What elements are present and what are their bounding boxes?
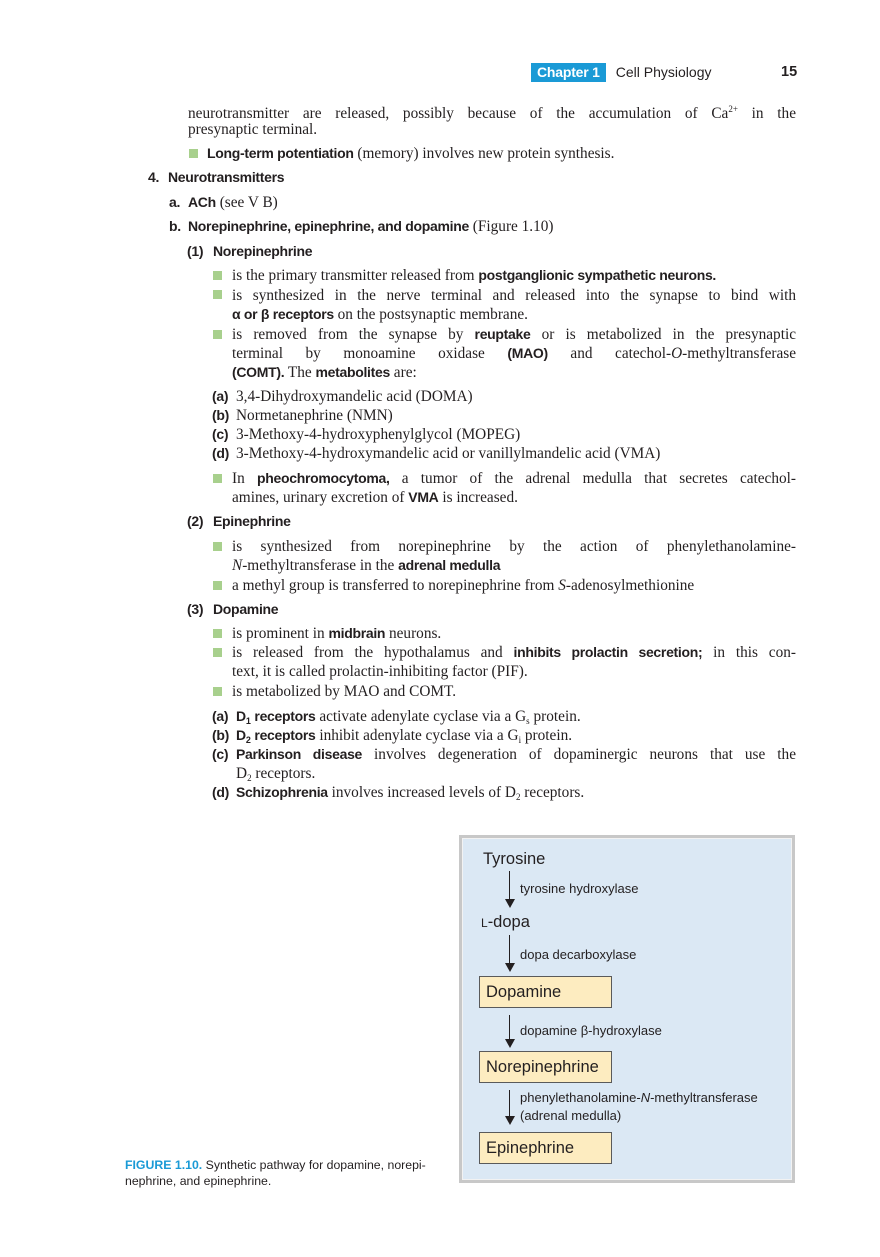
chapter-badge: Chapter 1	[531, 63, 606, 82]
bullet-icon	[213, 629, 222, 638]
bullet-icon	[213, 290, 222, 299]
figure-synthetic-pathway	[459, 835, 795, 1183]
ne-bullet-1: is the primary transmitter released from postganglionic sympathetic neurons.	[232, 267, 717, 284]
subitem-marker: (2)	[187, 513, 204, 529]
metabolite-item: 3-Methoxy-4-hydroxyphenylglycol (MOPEG)	[236, 426, 521, 443]
pheo-line-1: In pheochromocytoma, a tumor of the adrenal medulla that secretes catechol-	[232, 470, 796, 487]
compound-epinephrine-box: Epinephrine	[479, 1132, 612, 1164]
item-marker: b.	[169, 218, 181, 234]
figure-caption: FIGURE 1.10. Synthetic pathway for dopamine, norepi- nephrine, and epinephrine.	[125, 1158, 426, 1188]
ne-bullet-3-line-1: is removed from the synapse by reuptake or is metabolized in the presynaptic	[232, 326, 796, 343]
receptor-marker: (a)	[212, 708, 229, 724]
subitem-title-dopamine: Dopamine	[213, 601, 279, 617]
subitem-marker: (1)	[187, 243, 204, 259]
receptor-d2: D2 receptors inhibit adenylate cyclase via a $G_i$ protein.	[236, 727, 573, 745]
parkinson-line-1: Parkinson disease involves degeneration of dopaminergic neurons that use the	[236, 746, 796, 763]
bullet-icon	[213, 648, 222, 657]
compound-l-dopa: L-dopa	[481, 913, 530, 931]
da-bullet-2-line-1: is released from the hypothalamus and inhibits prolactin secretion; in this con-	[232, 644, 796, 661]
metabolite-item: 3-Methoxy-4-hydroxymandelic acid or vanillylmandelic acid (VMA)	[236, 445, 661, 462]
schizophrenia-item: Schizophrenia involves increased levels of $D_2$ receptors.	[236, 784, 585, 802]
bullet-icon	[213, 474, 222, 483]
page-number: 15	[781, 64, 798, 80]
section-number: 4.	[148, 169, 160, 185]
subitem-title-epinephrine: Epinephrine	[213, 513, 291, 529]
ne-bullet-2-line-2: α or β receptors on the postsynaptic membrane.	[232, 306, 528, 323]
receptor-marker: (d)	[212, 784, 229, 800]
metabolite-marker: (c)	[212, 426, 229, 442]
bullet-icon	[213, 271, 222, 280]
arrow-down-icon	[505, 1015, 515, 1048]
ne-bullet-3-line-2: terminal by monoamine oxidase (MAO) and catechol-O-methyltransferase	[232, 345, 796, 362]
intro-line-1: neurotransmitter are released, possibly because of the accumulation of $Ca^{2+}$ in the	[188, 104, 796, 122]
metabolite-marker: (d)	[212, 445, 229, 461]
enzyme-tyrosine-hydroxylase: tyrosine hydroxylase	[520, 881, 639, 896]
enzyme-dopa-decarboxylase: dopa decarboxylase	[520, 947, 637, 962]
compound-tyrosine: Tyrosine	[483, 850, 546, 868]
receptor-d1: D1 receptors activate adenylate cyclase via a $G_s$ protein.	[236, 708, 581, 726]
metabolite-item: Normetanephrine (NMN)	[236, 407, 393, 424]
arrow-down-icon	[505, 935, 515, 972]
metabolite-item: 3,4-Dihydroxymandelic acid (DOMA)	[236, 388, 473, 405]
parkinson-line-2: $D_2$ receptors.	[236, 765, 316, 783]
enzyme-pnmt-location: (adrenal medulla)	[520, 1108, 622, 1123]
subitem-marker: (3)	[187, 601, 204, 617]
bullet-icon	[213, 542, 222, 551]
metabolite-marker: (b)	[212, 407, 229, 423]
receptor-marker: (b)	[212, 727, 229, 743]
epi-bullet-2: a methyl group is transferred to norepinephrine from S-adenosylmethionine	[232, 577, 695, 594]
compound-norepinephrine-box: Norepinephrine	[479, 1051, 612, 1083]
enzyme-pnmt: phenylethanolamine-N-methyltransferase	[520, 1090, 758, 1105]
arrow-down-icon	[505, 871, 515, 908]
compound-dopamine-box: Dopamine	[479, 976, 612, 1008]
metabolite-marker: (a)	[212, 388, 229, 404]
ne-bullet-3-line-3: (COMT). The metabolites are:	[232, 364, 417, 381]
item-marker: a.	[169, 194, 181, 210]
ne-bullet-2-line-1: is synthesized in the nerve terminal and released into the synapse to bind with	[232, 287, 796, 304]
bullet-icon	[213, 581, 222, 590]
item-catecholamines: Norepinephrine, epinephrine, and dopamine (Figure 1.10)	[188, 218, 554, 235]
bullet-icon	[213, 687, 222, 696]
chapter-title: Cell Physiology	[615, 64, 712, 80]
section-title: Neurotransmitters	[168, 169, 285, 185]
epi-bullet-1-line-2: N-methyltransferase in the adrenal medulla	[232, 557, 501, 574]
running-header	[531, 62, 712, 82]
da-bullet-1: is prominent in midbrain neurons.	[232, 625, 442, 642]
bullet-icon	[189, 149, 198, 158]
figure-label: FIGURE 1.10.	[125, 1158, 203, 1172]
subitem-title-norepinephrine: Norepinephrine	[213, 243, 313, 259]
item-ach: ACh (see V B)	[188, 194, 278, 211]
enzyme-dopamine-beta-hydroxylase: dopamine β-hydroxylase	[520, 1023, 662, 1038]
da-bullet-2-line-2: text, it is called prolactin-inhibiting factor (PIF).	[232, 663, 528, 680]
da-bullet-3: is metabolized by MAO and COMT.	[232, 683, 457, 700]
arrow-down-icon	[505, 1090, 515, 1125]
receptor-marker: (c)	[212, 746, 229, 762]
bullet-icon	[213, 330, 222, 339]
intro-line-2: presynaptic terminal.	[188, 121, 318, 138]
epi-bullet-1-line-1: is synthesized from norepinephrine by the action of phenylethanolamine-	[232, 538, 796, 555]
pheo-line-2: amines, urinary excretion of VMA is increased.	[232, 489, 518, 506]
ltp-bullet-text: Long-term potentiation (memory) involves new protein synthesis.	[207, 145, 615, 162]
